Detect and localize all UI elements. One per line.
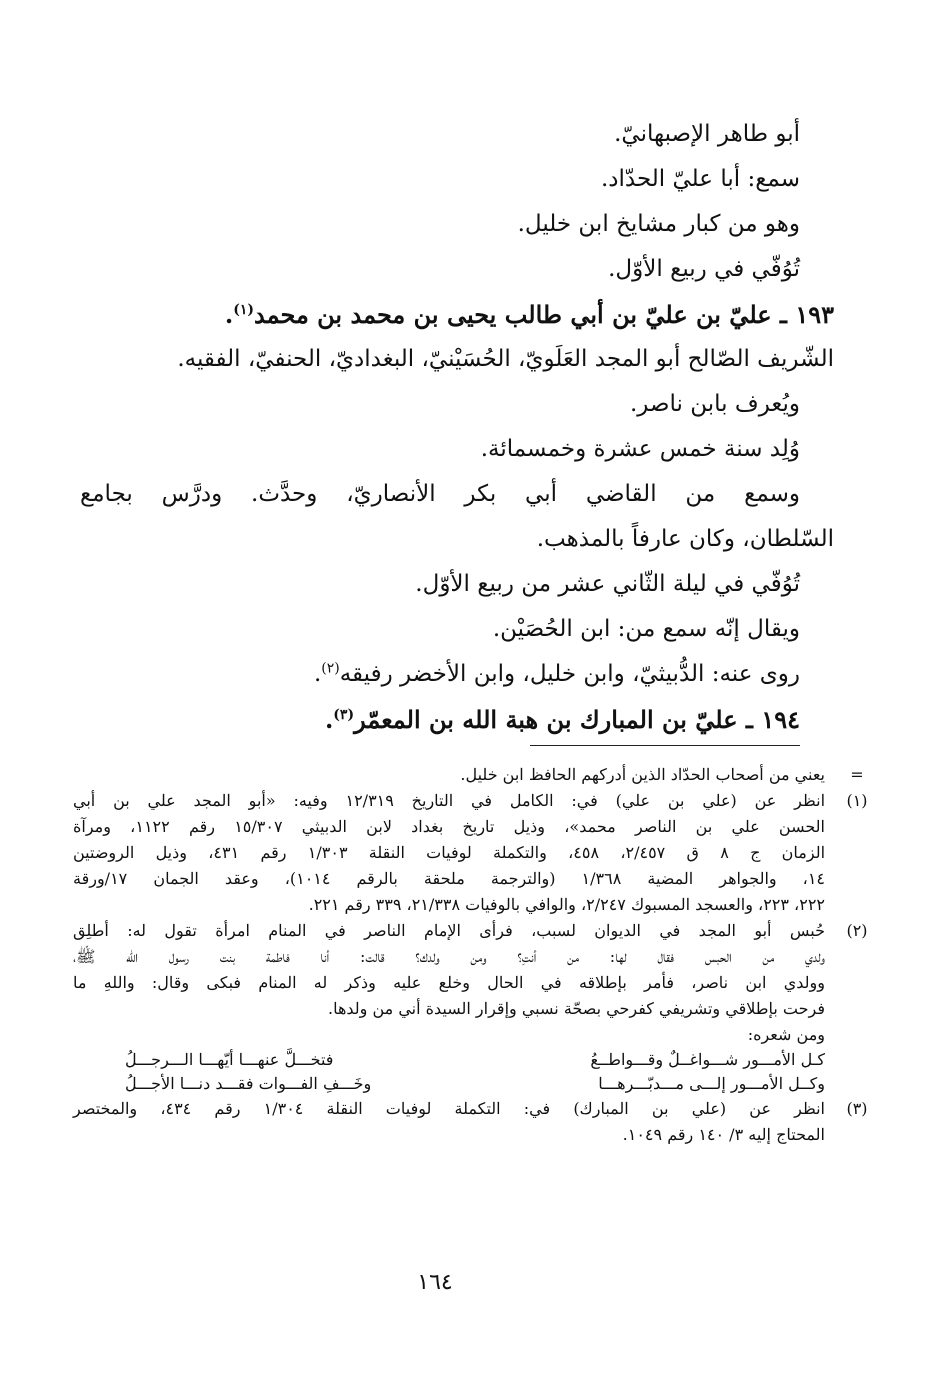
footnote-line: ولدي من الحبس فقال لها: من أنتِ؟ ومن ولدك؟ قالت: أنا فاطمة بنت رسول الله ﷺ، (73, 947, 825, 966)
poem-hemistich: وخَـــفِ الفـــوات فقـــد دنـــا الأجـــلُ (125, 1074, 372, 1093)
body-line-text: ١٩٣ ـ عليّ بن عليّ بن أبي طالب يحيى بن محمد بن محمد (253, 300, 834, 329)
footnote-reference[interactable]: (١) (233, 302, 254, 318)
footnote-separator (530, 745, 800, 746)
footnote-line: حُبس أبو المجد في الديوان لسبب، فرأى الإمام الناصر في المنام امرأة تقول له: أطلِق (73, 921, 825, 940)
poem-hemistich: كـل الأمـــور شـــواغــلٌ وقـــواطــعُ (590, 1050, 825, 1069)
footnote-line: يعني من أصحاب الحدّاد الذين أدركهم الحافظ ابن خليل. (460, 765, 825, 784)
body-line (90, 562, 800, 607)
footnote-line: انظر عن (علي بن علي) في: الكامل في التاريخ ١٢/٣١٩ وفيه: «أبو المجد علي بن أبي (73, 791, 826, 810)
body-line (90, 697, 800, 742)
footnote (73, 788, 868, 918)
footnote (73, 762, 864, 788)
body-line (90, 382, 800, 427)
body-line (90, 607, 800, 652)
body-line-text: وسمع من القاضي أبي بكر الأنصاريّ، وحدَّث. ودرَّس بجامع (80, 481, 800, 507)
footnote-reference[interactable]: (٣) (333, 707, 355, 723)
body-line (90, 652, 800, 697)
footnote-line: الزمان ج ٨ ق ٢/٤٥٧، ٤٥٨، والتكملة لوفيات النقلة ١/٣٠٣ رقم ٤٣١، وذيل الروضتين (73, 843, 826, 862)
footnote-number: = (850, 765, 864, 784)
footnote-line: الحسن علي بن الناصر محمد»، وذيل تاريخ بغداد لابن الدبيثي ١٥/٣٠٧ رقم ١١٢٢، ومرآة (73, 817, 825, 836)
body-line (90, 112, 800, 157)
body-line (90, 517, 834, 562)
poem-verse (125, 1048, 825, 1072)
body-line-punctuation: . (313, 661, 322, 687)
body-line (90, 292, 834, 337)
body-line-text: تُوُفّي في ليلة الثّاني عشر من ربيع الأوّل. (415, 571, 800, 597)
footnote-line: ومن شعره: (747, 1025, 825, 1044)
body-line-punctuation: . (224, 300, 234, 329)
footnote-line: المحتاج إليه ٣/ ١٤٠ رقم ١٠٤٩. (622, 1125, 825, 1144)
footnote-number: (٣) (846, 1099, 868, 1118)
footnote-line: ١٤، والجواهر المضية ١/٣٦٨ (والترجمة ملحقة بالرقم ١٠١٤)، وعقد الجمان ١٧/ورقة (73, 869, 826, 888)
body-line-text: ويقال إنّه سمع من: ابن الحُصَيْن. (492, 616, 800, 642)
footnote (73, 918, 868, 1096)
body-line (90, 247, 800, 292)
body-line-text: السّلطان، وكان عارفاً بالمذهب. (536, 526, 834, 552)
main-text (80, 112, 834, 742)
footnote-line: انظر عن (علي بن المبارك) في: التكملة لوفيات النقلة ١/٣٠٤ رقم ٤٣٤، والمختصر (73, 1099, 825, 1118)
footnotes (73, 762, 868, 1148)
body-line-text: الشّريف الصّالح أبو المجد العَلَويّ، الحُسَيْنيّ، البغداديّ، الحنفيّ، الفقيه. (177, 346, 834, 372)
body-line (90, 427, 800, 472)
page-number: ١٦٤ (417, 1270, 453, 1295)
body-line-text: تُوُفّي في ربيع الأوّل. (608, 256, 800, 282)
body-line-punctuation: . (324, 705, 334, 734)
footnote-reference[interactable]: (٢) (321, 660, 340, 677)
poem (125, 1048, 825, 1096)
body-line (90, 202, 800, 247)
body-line-text: وُلِد سنة خمس عشرة وخمسمائة. (480, 436, 800, 462)
body-line-text: ويُعرف بابن ناصر. (629, 391, 800, 417)
body-line (90, 337, 834, 382)
poem-verse (125, 1072, 825, 1096)
footnote (73, 1096, 868, 1148)
footnote-line: وولدي ابن ناصر، فأمر بإطلاقه في الحال وخلع عليه وذكر له المنام فبكى وقال: واللهِ ما (73, 973, 825, 992)
body-line-text: سمع: أبا عليّ الحدّاد. (600, 166, 800, 192)
footnote-number: (٢) (846, 921, 868, 940)
poem-hemistich: وكــل الأمـــور إلـــى مـــدبّـــرهـــا (598, 1074, 825, 1093)
footnote-number: (١) (846, 791, 868, 810)
body-line-text: روى عنه: الدُّبيثيّ، وابن خليل، وابن الأخضر رفيقه (339, 661, 800, 687)
body-line-text: وهو من كبار مشايخ ابن خليل. (517, 211, 800, 237)
body-line (90, 157, 800, 202)
footnote-line: ٢٢٢، ٢٢٣، والعسجد المسبوك ٢/٢٤٧، والوافي بالوفيات ٢١/٣٣٨، ٣٣٩ رقم ٢٢١. (308, 895, 825, 914)
poem-hemistich: فتخـــلَّ عنهـــا أيّهـــا الـــرجـــلُ (125, 1050, 334, 1069)
body-line (80, 472, 800, 517)
body-line-text: أبو طاهر الإصبهانيّ. (614, 121, 800, 147)
body-line-text: ١٩٤ ـ عليّ بن المبارك بن هبة الله بن المعمّر (354, 705, 800, 734)
footnote-line: فرحت بإطلاقي وتشريفي كفرحي بصحّة نسبي وإقرار السيدة أني من ولدها. (328, 999, 825, 1018)
